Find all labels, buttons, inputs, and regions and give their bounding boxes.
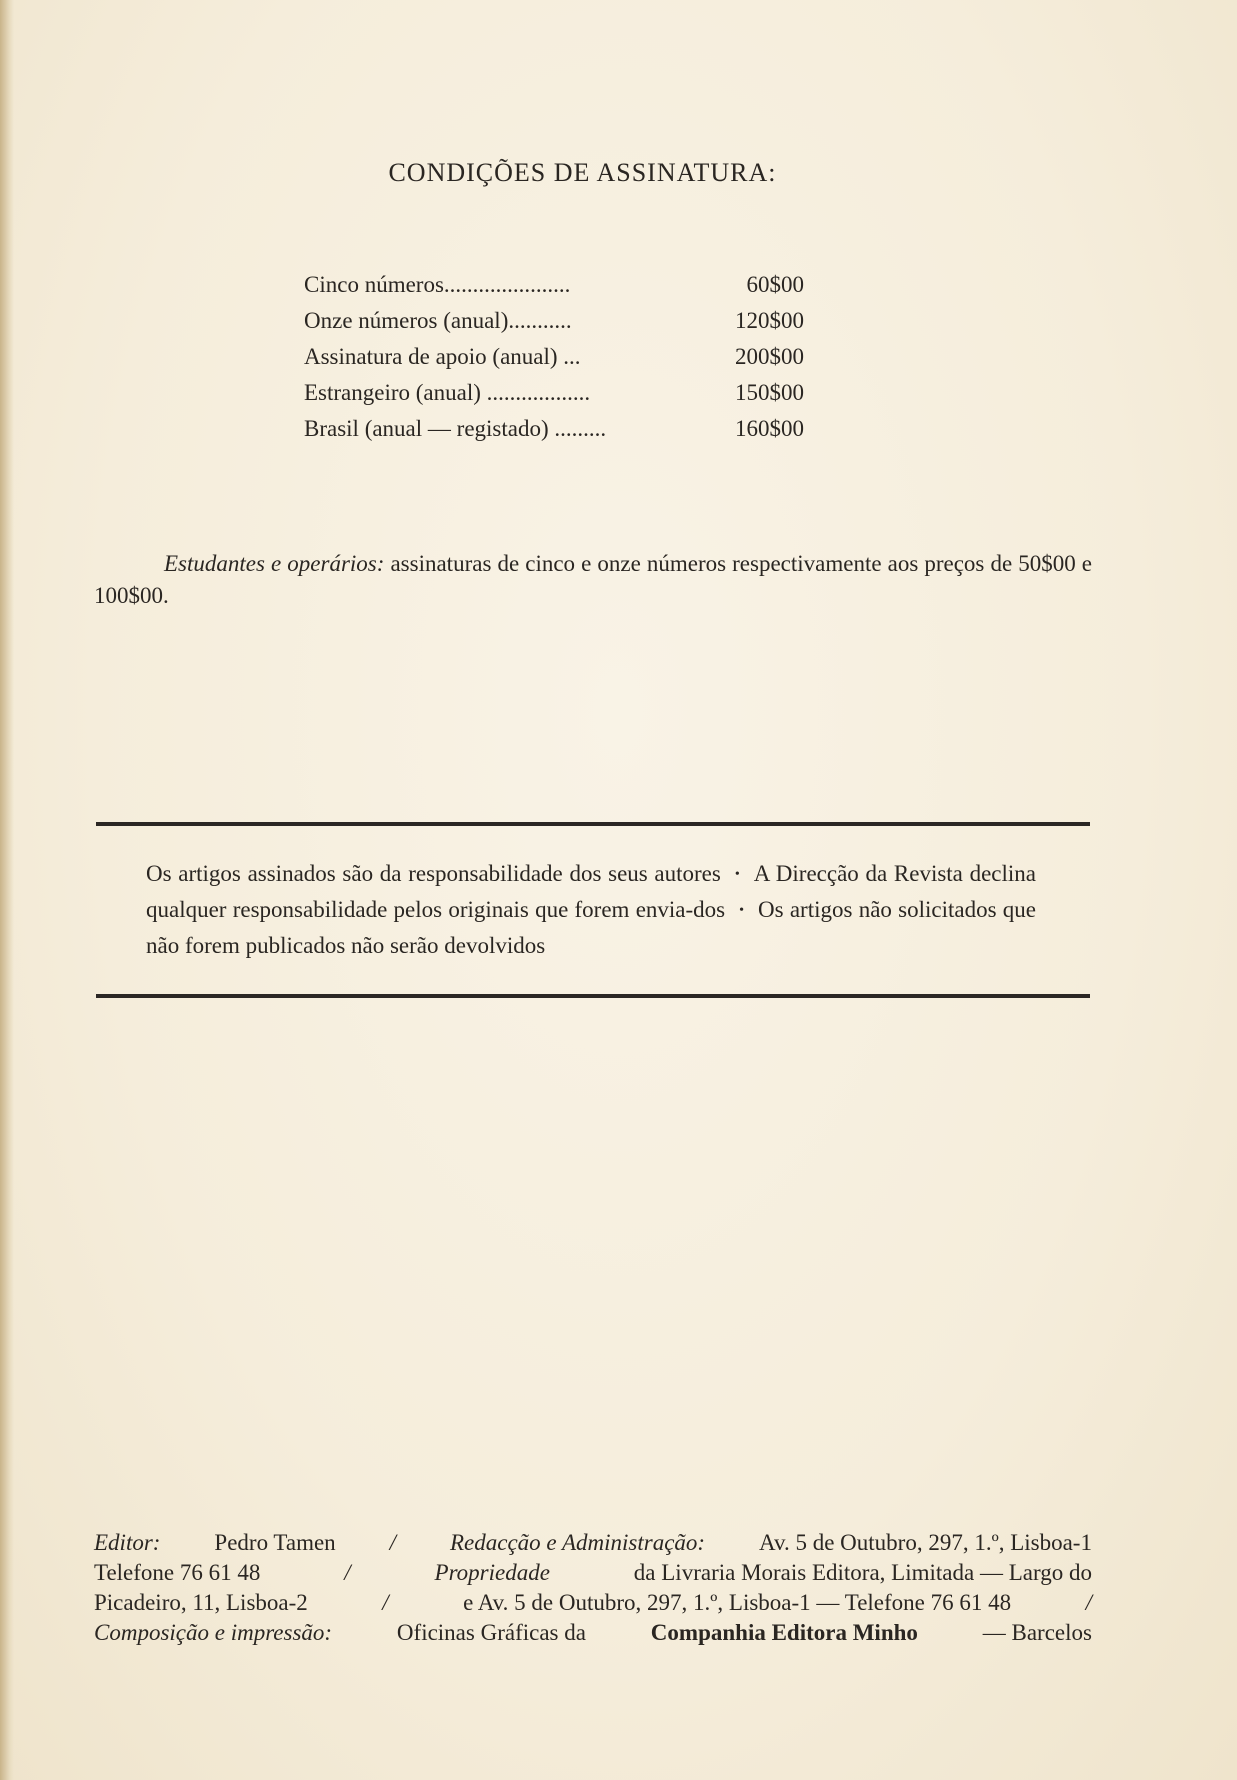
notice-part-2: A Direcção da Revista declina qualquer responsabilidade pelos originais que forem envia-dos [146,861,1036,922]
separator: / [382,1590,389,1615]
imprint-line [94,1528,1092,1558]
notice-part-3: Os artigos não solicitados que não forem publicados não serão devolvidos [146,897,1036,958]
redaccao-label: Redacção e Administração: [450,1530,706,1555]
price-value: 200$00 [735,344,804,369]
imprint-line [94,1588,1092,1618]
price-label: Onze números (anual)........... [304,308,572,333]
heading-text: CONDIÇÕES DE ASSINATURA: [388,158,777,187]
city: — Barcelos [982,1620,1092,1645]
notice-part-1: Os artigos assinados são da responsabilidade dos seus autores [146,861,721,886]
picadeiro-address: Picadeiro, 11, Lisboa-2 [94,1590,308,1615]
bottom-rule [96,994,1090,998]
price-label: Cinco números...................... [304,272,571,297]
bullet-icon: • [734,867,740,882]
price-label: Brasil (anual — registado) ......... [304,416,607,441]
price-row [304,339,804,375]
page-edge-shadow [0,0,14,1780]
company-name: Companhia Editora Minho [650,1620,918,1645]
second-address: e Av. 5 de Outubro, 297, 1.º, Lisboa-1 — Telefone 76 61 48 [463,1590,1012,1615]
propriedade-label: Propriedade [434,1560,550,1585]
editor-name: Pedro Tamen [214,1530,336,1555]
students-lead: Estudantes e operários: [164,551,385,576]
composicao-label: Composição e impressão: [94,1620,333,1645]
telefone: Telefone 76 61 48 [94,1560,261,1585]
price-value: 60$00 [746,272,804,297]
separator: / [344,1560,351,1585]
students-text: assinaturas de cinco e onze números respectivamente aos preços de 50$00 e 100$00. [94,551,1093,608]
redaccao-address: Av. 5 de Outubro, 297, 1.º, Lisboa-1 [759,1530,1092,1555]
price-row [304,375,804,411]
price-table [304,267,804,447]
imprint-line [94,1618,1092,1648]
price-value: 160$00 [735,416,804,441]
students-paragraph [94,548,1092,612]
price-row [304,303,804,339]
separator: / [389,1530,397,1555]
imprint-line [94,1558,1092,1588]
price-value: 150$00 [735,380,804,405]
imprint-block [94,1528,1092,1648]
editor-label: Editor: [94,1530,161,1555]
price-label: Assinatura de apoio (anual) ... [304,344,581,369]
propriedade-text: da Livraria Morais Editora, Limitada — Largo do [633,1560,1092,1585]
top-rule [96,822,1090,826]
bullet-icon: • [739,903,745,918]
disclaimer-notice [146,856,1036,963]
price-label: Estrangeiro (anual) .................. [304,380,591,405]
subscription-heading [0,158,1237,188]
price-row [304,267,804,303]
separator: / [1085,1590,1092,1615]
price-row [304,411,804,447]
price-value: 120$00 [735,308,804,333]
composicao-text: Oficinas Gráficas da [396,1620,586,1645]
